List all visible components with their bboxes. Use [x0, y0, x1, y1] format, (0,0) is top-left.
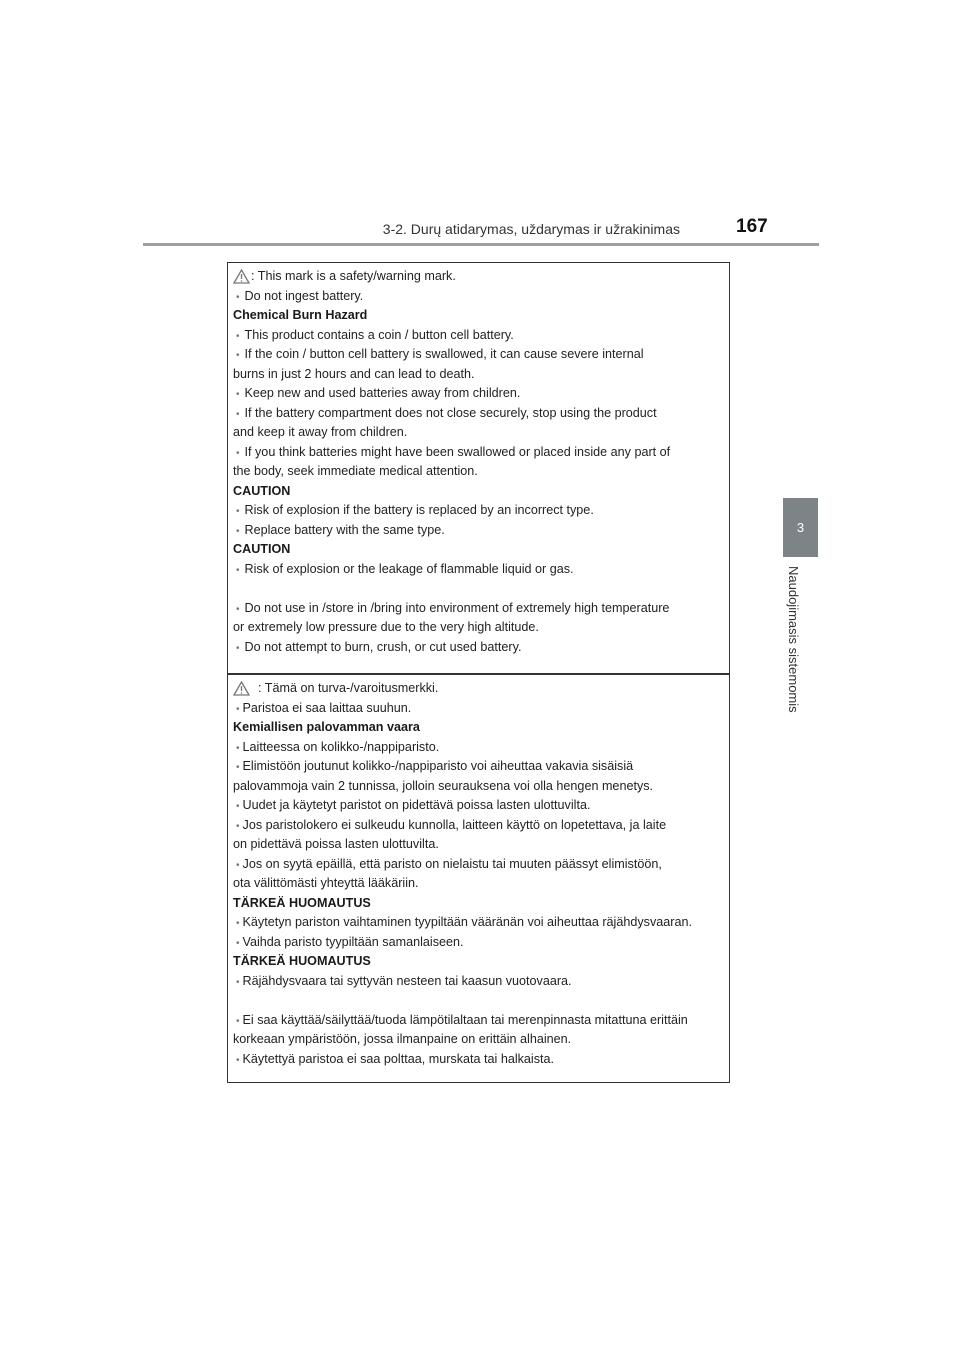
spacer [233, 991, 726, 1011]
list-item: • This product contains a coin / button cell battery. [233, 326, 726, 346]
list-item-continuation: the body, seek immediate medical attention. [233, 464, 478, 478]
list-item-continuation: korkeaan ympäristöön, jossa ilmanpaine on erittäin alhainen. [233, 1032, 572, 1046]
warning-section-english [233, 267, 726, 657]
list-item: • Risk of explosion if the battery is replaced by an incorrect type. [233, 501, 726, 521]
chapter-tab [783, 498, 818, 557]
list-item: • Uudet ja käytetyt paristot on pidettävä poissa lasten ulottuvilta. [233, 796, 726, 816]
page-header-title: 3-2. Durų atidarymas, uždarymas ir užrakinimas [382, 221, 680, 237]
list-item: • Do not use in /store in /bring into environment of extremely high temperature [233, 599, 726, 619]
list-item: • Jos paristolokero ei sulkeudu kunnolla, laitteen käyttö on lopetettava, ja laite [233, 816, 726, 836]
warning-mark-line [233, 267, 726, 287]
section-heading: Kemiallisen palovamman vaara [233, 720, 420, 734]
list-item: • Laitteessa on kolikko-/nappiparisto. [233, 738, 726, 758]
section-heading: CAUTION [233, 542, 291, 556]
list-item-continuation: and keep it away from children. [233, 425, 408, 439]
list-item-continuation: on pidettävä poissa lasten ulottuvilta. [233, 837, 439, 851]
list-item: • Do not ingest battery. [233, 287, 726, 307]
list-item: • If you think batteries might have been swallowed or placed inside any part of [233, 443, 726, 463]
section-heading: Chemical Burn Hazard [233, 308, 368, 322]
list-item-continuation: ota välittömästi yhteyttä lääkäriin. [233, 876, 419, 890]
list-item: • Vaihda paristo tyypiltään samanlaiseen. [233, 933, 726, 953]
list-item: • Elimistöön joutunut kolikko-/nappiparisto voi aiheuttaa vakavia sisäisiä [233, 757, 726, 777]
page-number: 167 [736, 216, 768, 237]
list-item: • Paristoa ei saa laittaa suuhun. [233, 699, 726, 719]
warning-mark-text: : Tämä on turva-/varoitusmerkki. [258, 681, 439, 695]
header-rule [143, 243, 819, 246]
list-item: • Replace battery with the same type. [233, 521, 726, 541]
list-item: • Ei saa käyttää/säilyttää/tuoda lämpötilaltaan tai merenpinnasta mitattuna erittäin [233, 1011, 726, 1031]
section-divider [228, 673, 729, 675]
chapter-side-label: Naudojimasis sistemomis [786, 566, 801, 713]
list-item: • Käytetyn pariston vaihtaminen tyypiltään vääränän voi aiheuttaa räjähdysvaaran. [233, 913, 726, 933]
section-heading: CAUTION [233, 483, 291, 498]
warning-section-finnish [233, 679, 726, 1069]
warning-triangle-icon [233, 269, 250, 284]
warning-mark-text: : This mark is a safety/warning mark. [251, 269, 456, 283]
spacer [233, 579, 726, 599]
warning-triangle-icon [233, 681, 250, 696]
list-item: • If the battery compartment does not close securely, stop using the product [233, 404, 726, 424]
list-item: • Risk of explosion or the leakage of flammable liquid or gas. [233, 560, 726, 580]
list-item: • Keep new and used batteries away from children. [233, 384, 726, 404]
battery-warning-box [227, 262, 730, 1083]
list-item: • Do not attempt to burn, crush, or cut used battery. [233, 638, 726, 658]
section-heading: TÄRKEÄ HUOMAUTUS [233, 895, 371, 910]
list-item: • If the coin / button cell battery is swallowed, it can cause severe internal [233, 345, 726, 365]
list-item-continuation: burns in just 2 hours and can lead to death. [233, 366, 475, 381]
list-item: • Räjähdysvaara tai syttyvän nesteen tai kaasun vuotovaara. [233, 972, 726, 992]
list-item-continuation: or extremely low pressure due to the very high altitude. [233, 620, 539, 634]
warning-mark-line [233, 679, 726, 699]
list-item: • Käytettyä paristoa ei saa polttaa, murskata tai halkaista. [233, 1050, 726, 1070]
section-heading: TÄRKEÄ HUOMAUTUS [233, 954, 371, 968]
chapter-number: 3 [796, 520, 805, 535]
list-item-continuation: palovammoja vain 2 tunnissa, jolloin seurauksena voi olla hengen menetys. [233, 778, 654, 793]
list-item: • Jos on syytä epäillä, että paristo on nielaistu tai muuten päässyt elimistöön, [233, 855, 726, 875]
